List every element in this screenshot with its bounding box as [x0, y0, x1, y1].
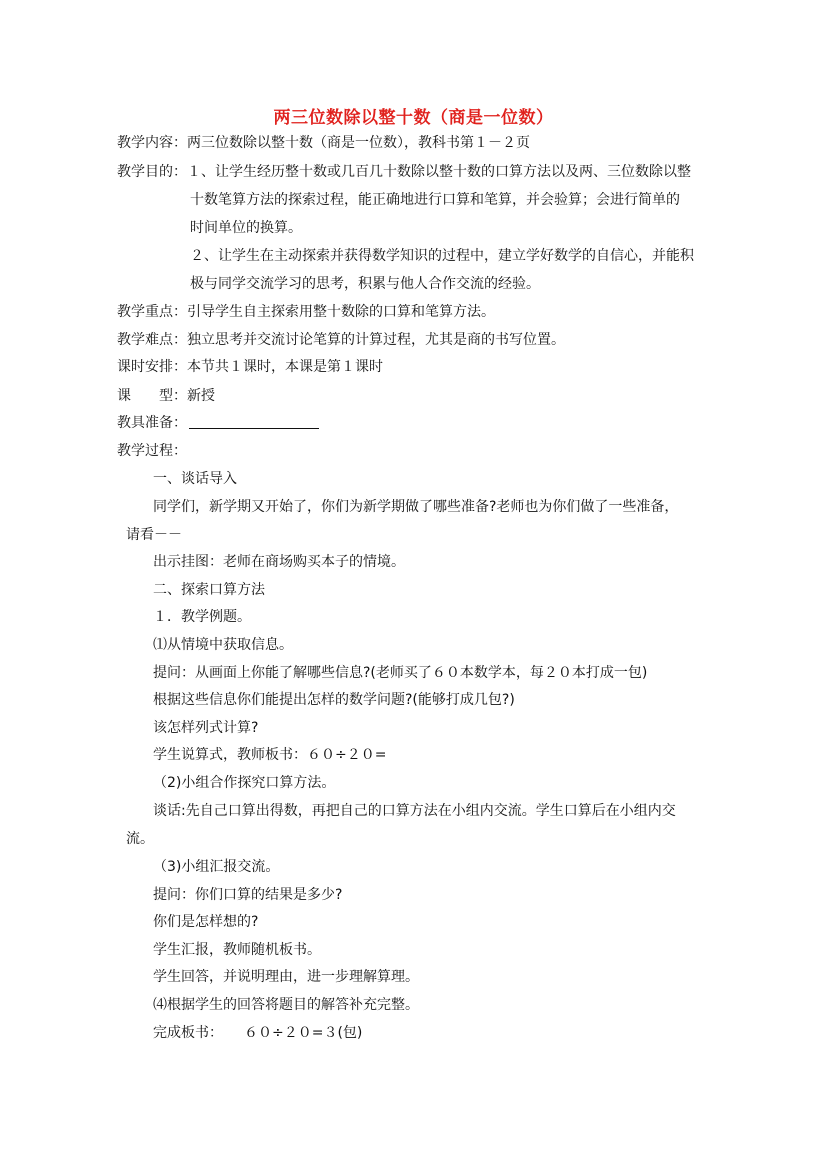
process-text: ⑴从情境中获取信息。	[153, 637, 293, 653]
process-text: 你们是怎样想的?	[153, 914, 259, 930]
process-text: 同学们，新学期又开始了，你们为新学期做了哪些准备?老师也为你们做了一些准备，	[153, 499, 679, 515]
teaching-goal-1-end: 时间单位的换算。	[190, 220, 302, 236]
process-text: 学生回答，并说明理由，进一步理解算理。	[153, 969, 419, 985]
section-explore: 二、探索口算方法	[153, 582, 265, 598]
process-text: １．教学例题。	[153, 609, 251, 625]
process-text: 出示挂图：老师在商场购买本子的情境。	[153, 554, 405, 570]
process-text: 学生汇报，教师随机板书。	[153, 942, 321, 958]
process-text: 请看－－	[126, 527, 182, 543]
document-title: 两三位数除以整十数（商是一位数）	[273, 108, 554, 128]
tools-blank-line	[189, 414, 319, 429]
teaching-process-label: 教学过程：	[117, 443, 187, 459]
process-text: （2)小组合作探究口算方法。	[153, 775, 336, 791]
process-text: 流。	[126, 831, 154, 847]
lesson-schedule: 课时安排：本节共１课时，本课是第１课时	[117, 359, 383, 375]
process-text: 谈话:先自己口算出得数，再把自己的口算方法在小组内交流。学生口算后在小组内交	[153, 803, 676, 819]
process-text: 学生说算式，教师板书：６０÷２０=	[153, 747, 387, 763]
teaching-goal-1-cont: 十数笔算方法的探索过程，能正确地进行口算和笔算，并会验算；会进行简单的	[190, 192, 680, 208]
process-text: 根据这些信息你们能提出怎样的数学问题?(能够打成几包?)	[153, 692, 515, 708]
teaching-key-point: 教学重点：引导学生自主探索用整十数除的口算和笔算方法。	[117, 304, 495, 320]
lesson-type: 课 型：新授	[117, 388, 215, 404]
process-text: 提问：从画面上你能了解哪些信息?(老师买了６０本数学本，每２０本打成一包)	[153, 665, 648, 681]
process-text: 该怎样列式计算?	[153, 720, 259, 736]
process-text: 提问：你们口算的结果是多少?	[153, 887, 343, 903]
section-intro: 一、谈话导入	[153, 471, 237, 487]
process-text: （3)小组汇报交流。	[153, 859, 280, 875]
teaching-content: 教学内容：两三位数除以整十数（商是一位数），教科书第１－２页	[117, 135, 530, 151]
teaching-tools	[117, 413, 319, 433]
process-text: ⑷根据学生的回答将题目的解答补充完整。	[153, 997, 419, 1013]
teaching-goal-2-cont: 极与同学交流学习的思考，积累与他人合作交流的经验。	[190, 276, 540, 292]
board-writing: 完成板书： ６０÷２０=３(包)	[153, 1025, 363, 1041]
teaching-goal-2: ２、让学生在主动探索并获得数学知识的过程中，建立学好数学的自信心，并能积	[190, 248, 694, 264]
teaching-tools-label: 教具准备：	[117, 415, 187, 431]
teaching-goal-1: 教学目的：１、让学生经历整十数或几百几十数除以整十数的口算方法以及两、三位数除以整	[117, 164, 691, 180]
teaching-difficulty: 教学难点：独立思考并交流讨论笔算的计算过程，尤其是商的书写位置。	[117, 332, 565, 348]
